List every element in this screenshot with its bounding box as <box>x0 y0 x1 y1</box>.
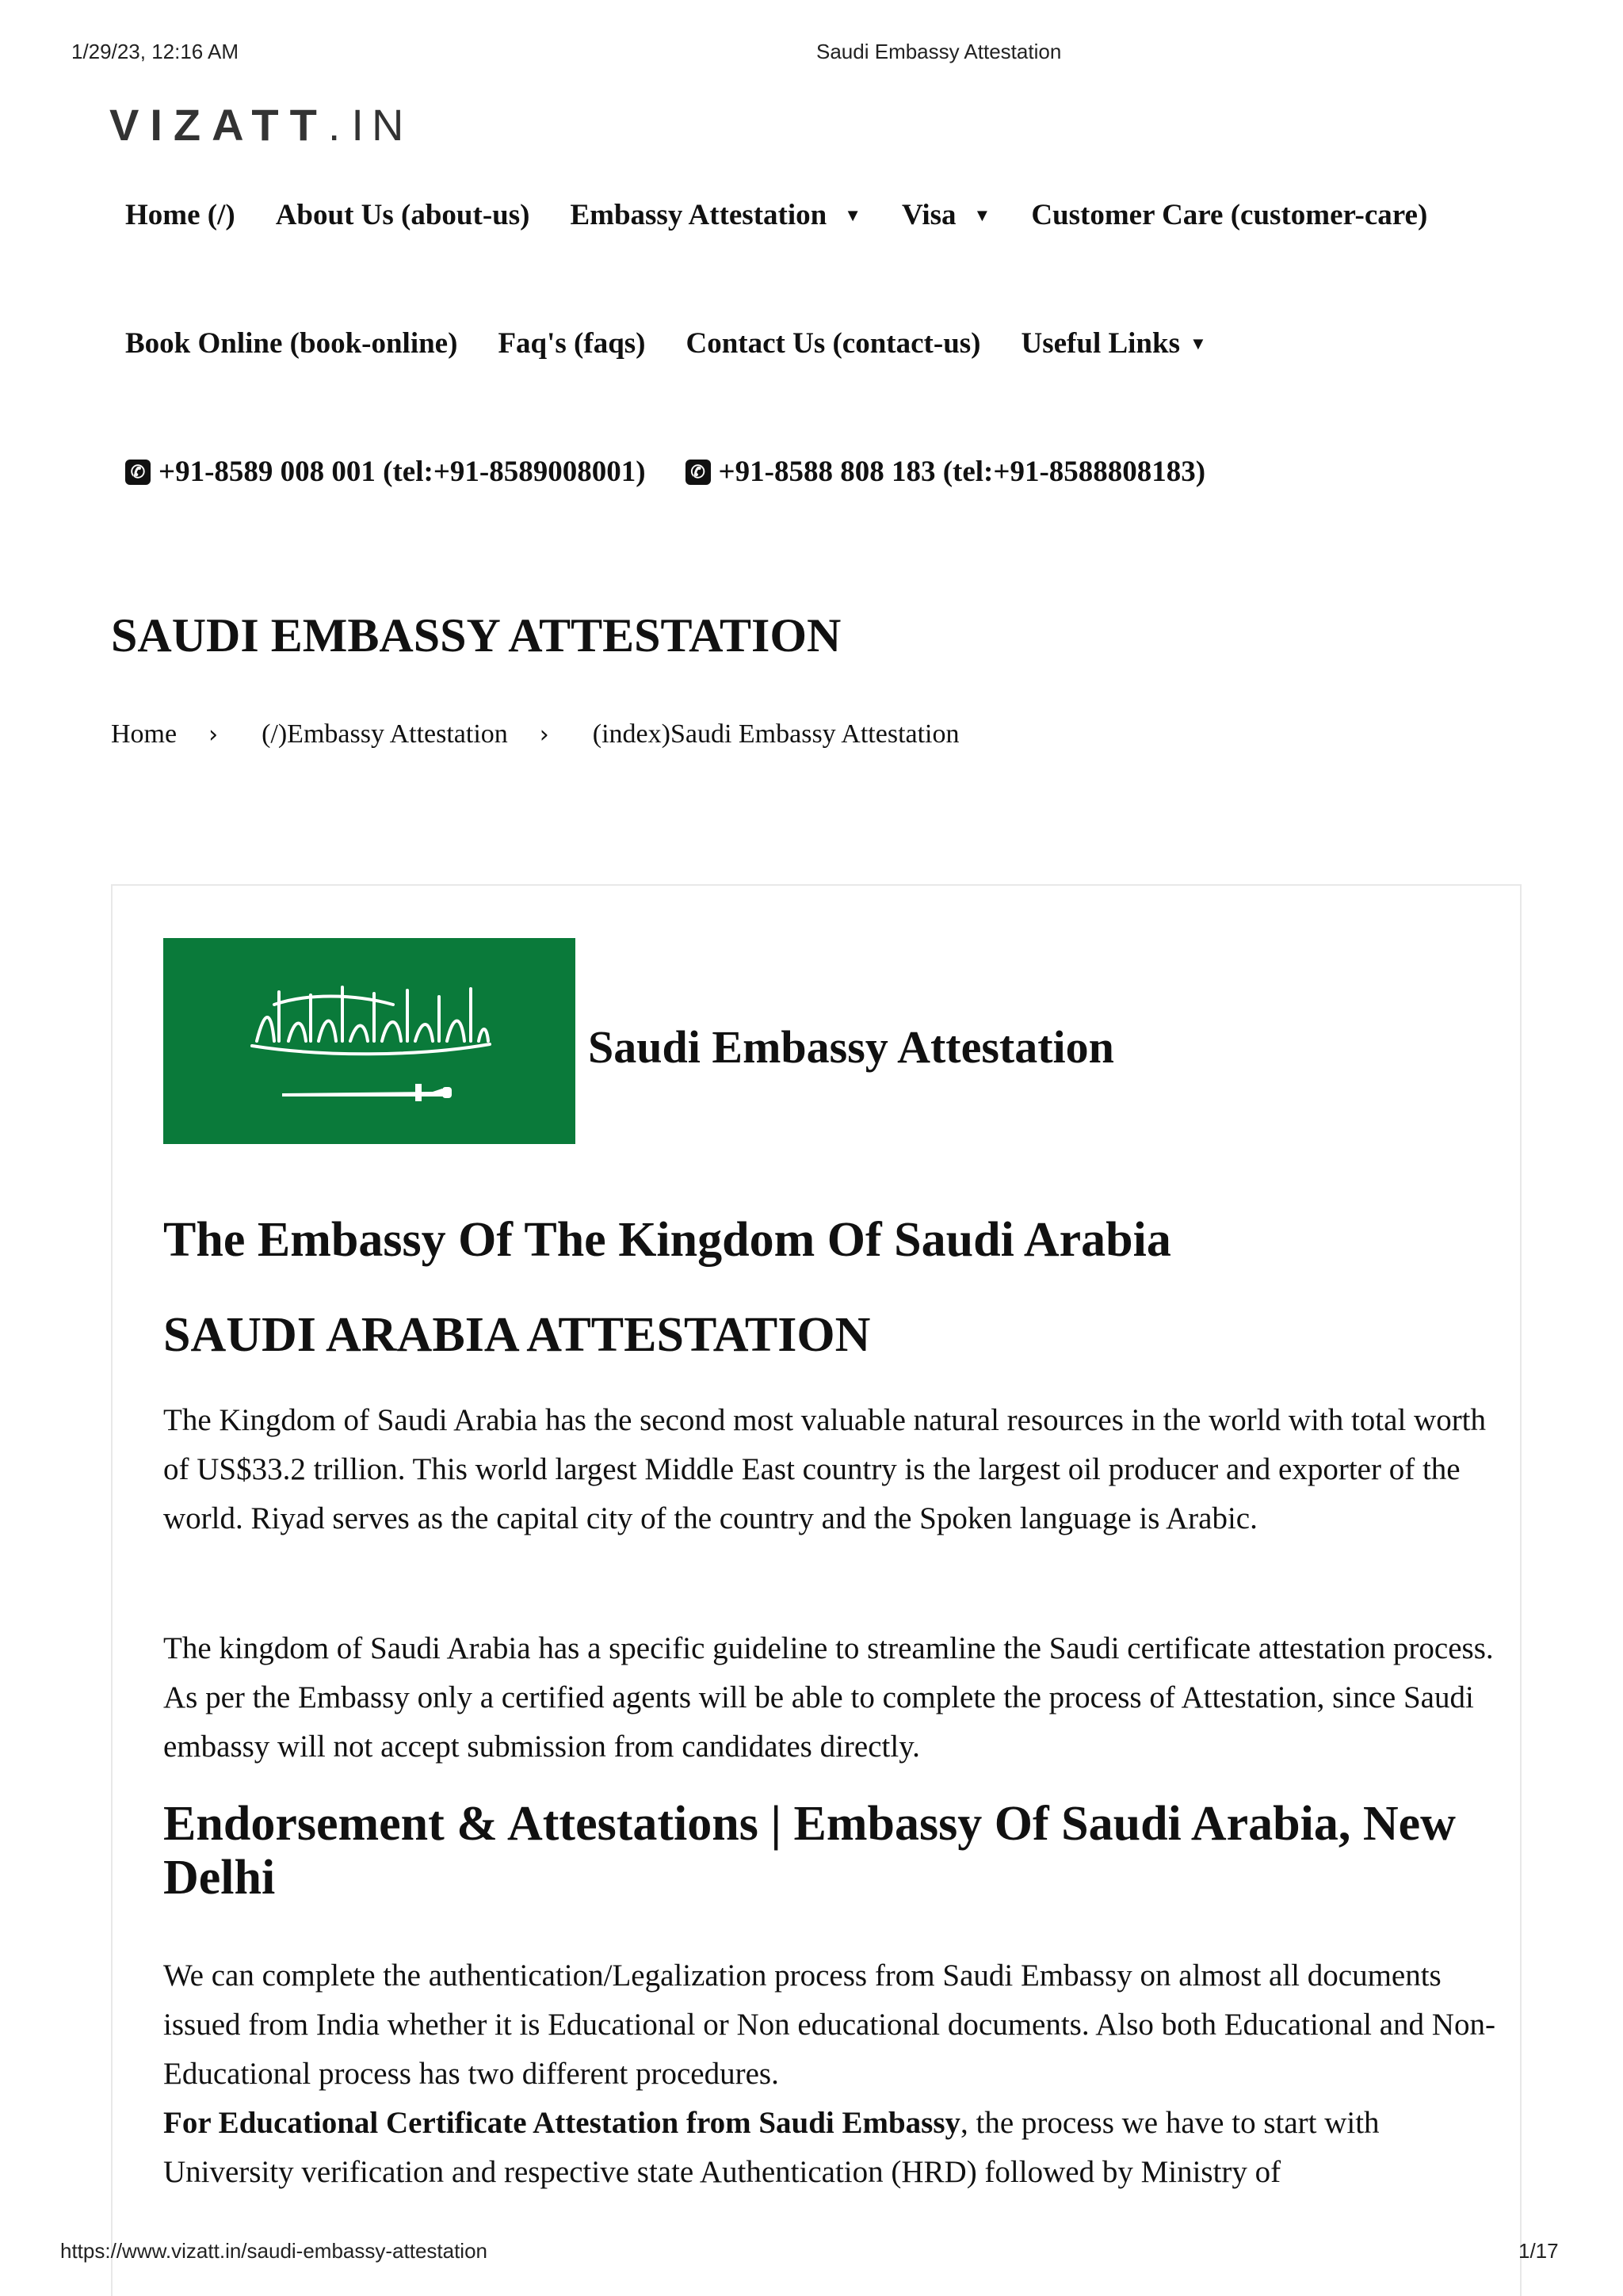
heading-endorsement: Endorsement & Attestations | Embassy Of Saudi Arabia, New Delhi <box>163 1797 1456 1905</box>
saudi-flag-graphic <box>163 938 575 1144</box>
heading-saudi-arabia-attestation: SAUDI ARABIA ATTESTATION <box>163 1308 871 1362</box>
logo-brand: VIZATT <box>109 100 328 150</box>
breadcrumb-saudi-embassy-attestation[interactable]: (index)Saudi Embassy Attestation <box>592 719 960 749</box>
nav-useful-links-label: Useful Links <box>1021 327 1180 360</box>
phone-link-1-label: +91-8589 008 001 (tel:+91-8589008001) <box>158 456 646 488</box>
phone-link-2[interactable] <box>685 455 1206 489</box>
saudi-flag-image <box>163 938 575 1144</box>
breadcrumb <box>111 719 960 749</box>
main-nav-row-1 <box>125 198 1468 232</box>
nav-home[interactable] <box>125 198 235 232</box>
caret-down-icon: ▼ <box>1189 333 1207 353</box>
chevron-right-icon: › <box>539 720 549 749</box>
caret-down-icon: ▼ <box>844 204 861 225</box>
nav-embassy-attestation[interactable] <box>570 198 861 232</box>
breadcrumb-home[interactable]: Home <box>111 719 178 749</box>
phone-link-1[interactable] <box>125 455 646 489</box>
nav-contact-us[interactable] <box>686 326 981 360</box>
nav-customer-care[interactable] <box>1031 198 1427 232</box>
nav-about-us[interactable] <box>276 198 530 232</box>
print-datetime: 1/29/23, 12:16 AM <box>71 40 239 63</box>
page-title: SAUDI EMBASSY ATTESTATION <box>111 609 842 662</box>
print-page-title: Saudi Embassy Attestation <box>816 40 1062 63</box>
card-title: Saudi Embassy Attestation <box>588 1021 1114 1073</box>
paragraph-intro: The Kingdom of Saudi Arabia has the second most valuable natural resources in the world with total worth of US$33.2 trillion. This world largest Middle East country is the largest oil producer and exporter of the world. Riyad serves as the capital city of the country and the Spoken language is Arabic. <box>163 1403 1487 1535</box>
nav-useful-links[interactable] <box>1022 326 1207 360</box>
nav-home-label: Home (/) <box>125 199 235 231</box>
nav-book-online-label: Book Online (book-online) <box>125 327 458 360</box>
site-logo[interactable] <box>109 99 412 150</box>
phone-icon: ✆ <box>685 460 711 485</box>
nav-visa-label: Visa <box>902 199 957 231</box>
nav-faqs[interactable] <box>498 326 645 360</box>
educational-bold-lead: For Educational Certificate Attestation from Saudi Embassy <box>163 2106 961 2140</box>
phone-link-2-label: +91-8588 808 183 (tel:+91-8588808183) <box>718 456 1206 488</box>
paragraph-authentication: We can complete the authentication/Legalization process from Saudi Embassy on almost all documents issued from India whether it is Educational or Non educational documents. Also both Educational and Non-Educational process has two different procedures. <box>163 1958 1495 2091</box>
print-url: https://www.vizatt.in/saudi-embassy-attestation <box>60 2239 488 2263</box>
caret-down-icon: ▼ <box>973 204 991 225</box>
educational-rest: , the process we have to start with University verification and respective state Authentication (HRD) followed by Ministry of <box>163 2106 1380 2189</box>
paragraph-guideline: The kingdom of Saudi Arabia has a specific guideline to streamline the Saudi certificate attestation process. As per the Embassy only a certified agents will be able to complete the process of Attestation, since Saudi embassy will not accept submission from candidates directly. <box>163 1631 1494 1764</box>
nav-customer-care-label: Customer Care (customer-care) <box>1031 199 1428 231</box>
main-nav-row-2 <box>125 326 1247 360</box>
logo-dot: . <box>327 100 352 150</box>
nav-faqs-label: Faq's (faqs) <box>498 327 646 360</box>
breadcrumb-embassy-attestation[interactable]: (/)Embassy Attestation <box>262 719 508 749</box>
heading-embassy-kingdom: The Embassy Of The Kingdom Of Saudi Arabia <box>163 1213 1171 1267</box>
nav-visa[interactable] <box>902 198 991 232</box>
nav-about-label: About Us (about-us) <box>275 199 530 231</box>
print-page-number: 1/17 <box>1518 2239 1559 2263</box>
phone-links-row <box>125 455 1245 489</box>
paragraph-educational <box>163 2099 1503 2197</box>
phone-icon: ✆ <box>125 460 151 485</box>
chevron-right-icon: › <box>208 720 219 749</box>
nav-embassy-label: Embassy Attestation <box>570 199 827 231</box>
nav-book-online[interactable] <box>125 326 457 360</box>
nav-contact-label: Contact Us (contact-us) <box>685 327 981 360</box>
logo-tld: IN <box>351 100 412 150</box>
